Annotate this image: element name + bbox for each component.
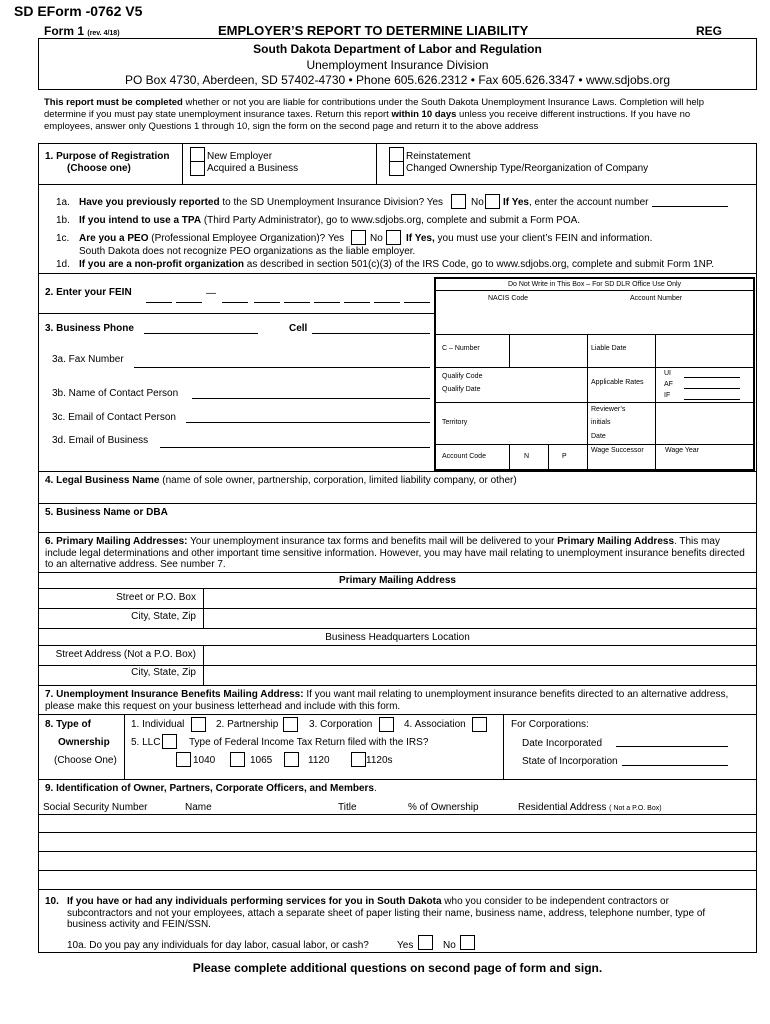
c-number-label: C – Number	[442, 345, 480, 352]
fein-digit-6[interactable]	[314, 291, 340, 303]
fein-digit-3[interactable]	[222, 291, 248, 303]
division-name: Unemployment Insurance Division	[306, 58, 489, 72]
col-address-note: ( Not a P.O. Box)	[609, 805, 662, 812]
q1-sub: (Choose one)	[67, 163, 131, 174]
q7-rest: If you want mail relating to unemployment insurance benefits directed to an alternative address, please make this request on your business letterhead and include with this form.	[45, 689, 729, 712]
contact-email-input[interactable]	[186, 411, 430, 423]
af-label: AF	[664, 381, 673, 388]
q1a-yes-checkbox[interactable]	[451, 194, 466, 209]
qualify-date-label: Qualify Date	[442, 386, 481, 393]
q1c-bold-2: If Yes,	[406, 233, 435, 244]
q6-text	[45, 536, 745, 571]
q1a-no-checkbox[interactable]	[485, 194, 500, 209]
q10-bold: If you have or had any individuals performing services for you in South Dakota	[67, 896, 442, 907]
qualify-code-label: Qualify Code	[442, 373, 483, 380]
q1a-text	[79, 197, 443, 208]
state-incorporation-label: State of Incorporation	[522, 756, 618, 767]
q1b-text	[79, 215, 580, 226]
opt-changed-ownership: Changed Ownership Type/Reorganization of Company	[406, 163, 649, 174]
af-rate-input[interactable]	[684, 380, 740, 389]
q3-label: 3. Business Phone	[45, 323, 134, 334]
tax-return-question: Type of Federal Income Tax Return filed with the IRS?	[189, 737, 429, 748]
for-corporations-label: For Corporations:	[511, 719, 589, 730]
form-1065-checkbox[interactable]	[230, 752, 245, 767]
state-incorporation-input[interactable]	[622, 754, 728, 766]
q1a-ifyes	[503, 197, 648, 208]
cell-label: Cell	[289, 323, 308, 334]
q1b-bold: If you intend to use a TPA	[79, 215, 202, 226]
opt-new-employer: New Employer	[207, 151, 273, 162]
n-label: N	[524, 453, 530, 460]
dept-name: South Dakota Department of Labor and Regulation	[253, 42, 542, 56]
form-rev: (rev. 4/18)	[87, 30, 120, 37]
q9-bold: 9. Identification of Owner, Partners, Corporate Officers, and Members	[45, 783, 374, 794]
intro-bold-2: within 10 days	[391, 109, 457, 120]
q1c-num: 1c.	[56, 233, 70, 244]
business-phone-input[interactable]	[144, 322, 258, 334]
q9-dot: .	[373, 783, 377, 794]
q4-label	[45, 475, 517, 486]
agency-address: PO Box 4730, Aberdeen, SD 57402-4730 • Phone 605.626.2312 • Fax 605.626.3347 • www.sdjobs.org	[125, 73, 670, 87]
intro-text	[44, 97, 734, 133]
legal-name-input[interactable]	[45, 487, 745, 501]
q1-label: 1. Purpose of Registration	[45, 151, 170, 162]
q1c-no-label: No	[370, 233, 383, 244]
q9-label	[45, 783, 377, 794]
fein-digit-1[interactable]	[146, 291, 172, 303]
if-label: IF	[664, 392, 671, 399]
hq-header: Business Headquarters Location	[325, 632, 470, 643]
q10a-yes-label: Yes	[397, 940, 414, 951]
corporation-checkbox[interactable]	[379, 717, 394, 732]
q10a-no-checkbox[interactable]	[460, 935, 475, 950]
if-rate-input[interactable]	[684, 391, 740, 400]
q3c-label: 3c. Email of Contact Person	[52, 412, 176, 423]
changed-ownership-checkbox[interactable]	[389, 161, 404, 176]
eform-id: SD EForm -0762 V5	[14, 3, 143, 19]
q6-rest-2: . This may include legal determinations and other important time sensitive information. However, you may have mail relating to unemployment insurance benefits directed to an alternative address. See number 7.	[45, 536, 745, 570]
form-1120-checkbox[interactable]	[284, 752, 299, 767]
fein-dash: —	[206, 288, 216, 299]
q7-text	[45, 689, 745, 712]
q10a-question: 10a. Do you pay any individuals for day labor, casual labor, or cash?	[67, 940, 369, 951]
liable-date-label: Liable Date	[591, 345, 627, 352]
account-number-label: Account Number	[630, 295, 683, 302]
territory-label: Territory	[442, 419, 468, 426]
acquired-business-checkbox[interactable]	[190, 161, 205, 176]
q1c-bold: Are you a PEO	[79, 233, 149, 244]
q1d-rest: as described in section 501(c)(3) of the IRS Code, go to www.sdjobs.org, complete and submit Form 1NP.	[244, 259, 715, 270]
q1d-num: 1d.	[56, 259, 70, 270]
q1a-bold-2: If Yes	[503, 197, 529, 208]
reviewers-label: Reviewer’s	[591, 406, 626, 413]
footer-note: Please complete additional questions on second page of form and sign.	[192, 961, 603, 975]
owner-row-4[interactable]	[39, 871, 756, 888]
hq-street-input[interactable]	[205, 647, 755, 664]
reinstatement-checkbox[interactable]	[389, 147, 404, 162]
q1d-text	[79, 259, 714, 270]
col-title: Title	[338, 802, 357, 813]
q1c-ifyes	[406, 233, 652, 244]
form-1065-label: 1065	[250, 755, 273, 766]
q1b-rest: (Third Party Administrator), go to www.sdjobs.org, complete and submit a Form POA.	[201, 215, 581, 226]
q6-bold: 6. Primary Mailing Addresses:	[45, 536, 188, 547]
city2-label: City, State, Zip	[131, 667, 196, 678]
q2-label: 2. Enter your FEIN	[45, 287, 132, 298]
individual-checkbox[interactable]	[191, 717, 206, 732]
q1c-text	[79, 233, 344, 244]
q6-bold-2: Primary Mailing Address	[557, 536, 674, 547]
col-ownership: % of Ownership	[408, 802, 479, 813]
city-label: City, State, Zip	[131, 611, 196, 622]
col-ssn: Social Security Number	[43, 802, 148, 813]
q1c-question: (Professional Employee Organization)? Yes	[148, 233, 345, 244]
fein-digit-5[interactable]	[284, 291, 310, 303]
col-address	[518, 802, 662, 813]
form-no: Form 1	[44, 24, 85, 38]
owner-row-2[interactable]	[39, 833, 756, 850]
llc-label: 5. LLC	[131, 737, 161, 748]
account-code-label: Account Code	[442, 453, 486, 460]
q1b-num: 1b.	[56, 215, 70, 226]
q1c-line2: South Dakota does not recognize PEO organizations as the liable employer.	[79, 246, 416, 257]
opt-acquired: Acquired a Business	[207, 163, 299, 174]
q10-text	[67, 896, 727, 931]
association-label: 4. Association	[404, 719, 466, 730]
intro-bold: This report must be completed	[44, 97, 183, 108]
form-1120s-checkbox[interactable]	[351, 752, 366, 767]
date-label: Date	[591, 433, 606, 440]
ui-label: UI	[664, 370, 671, 377]
form-1040-label: 1040	[193, 755, 216, 766]
applicable-rates-label: Applicable Rates	[591, 379, 644, 386]
fein-digit-8[interactable]	[374, 291, 400, 303]
q1a-question: to the SD Unemployment Insurance Division? Yes	[219, 197, 444, 208]
individual-label: 1. Individual	[131, 719, 185, 730]
q8-l3: (Choose One)	[54, 755, 117, 766]
partnership-checkbox[interactable]	[283, 717, 298, 732]
q1d-bold: If you are a non-profit organization	[79, 259, 244, 270]
q1a-num: 1a.	[56, 197, 70, 208]
primary-street-input[interactable]	[205, 590, 755, 607]
business-email-input[interactable]	[160, 436, 430, 448]
date-incorporated-label: Date Incorporated	[522, 738, 603, 749]
q5-label: 5. Business Name or DBA	[45, 507, 168, 518]
q4-bold: 4. Legal Business Name	[45, 475, 160, 486]
form-1120s-label: 1120s	[366, 755, 393, 766]
fein-digit-4[interactable]	[254, 291, 280, 303]
form-1120-label: 1120	[308, 755, 330, 766]
col-name: Name	[185, 802, 212, 813]
q1c-no-checkbox[interactable]	[386, 230, 401, 245]
association-checkbox[interactable]	[472, 717, 487, 732]
q3d-label: 3d. Email of Business	[52, 435, 149, 446]
q1a-bold: Have you previously reported	[79, 197, 220, 208]
q10-num	[45, 896, 59, 907]
p-label: P	[562, 453, 567, 460]
date-incorporated-input[interactable]	[616, 735, 728, 747]
q1c-yes-checkbox[interactable]	[351, 230, 366, 245]
cell-phone-input[interactable]	[312, 322, 430, 334]
q10-rest: who you consider to be independent contractors or subcontractors and not your employees, attach a separate sheet of paper listing their name, business name, address, telephone number, type of business activity and FEIN/SSN.	[67, 896, 706, 930]
hq-city-input[interactable]	[205, 667, 755, 684]
fein-digit-2[interactable]	[176, 291, 202, 303]
nacis-code-label: NACIS Code	[488, 295, 529, 302]
q6-rest: Your unemployment insurance tax forms and benefits mail will be delivered to your	[187, 536, 558, 547]
form-title: EMPLOYER’S REPORT TO DETERMINE LIABILITY	[218, 23, 529, 38]
intro-text-2: unless you receive different instructions. If you have no employees, answer only Questions 1 through 10, sign the form on the second page and return it to the above address	[44, 109, 691, 132]
q8-l1: 8. Type of	[45, 719, 91, 730]
primary-city-input[interactable]	[205, 610, 755, 627]
street-not-po-label: Street Address (Not a P.O. Box)	[55, 649, 196, 660]
form-number	[44, 24, 120, 38]
q3a-label: 3a. Fax Number	[52, 354, 124, 365]
q10a-yes-checkbox[interactable]	[418, 935, 433, 950]
owner-row-1[interactable]	[39, 815, 756, 832]
q1a-no-label: No	[471, 197, 484, 208]
primary-mailing-header: Primary Mailing Address	[339, 575, 456, 586]
q10a-no-label: No	[443, 940, 456, 951]
q3b-label: 3b. Name of Contact Person	[52, 388, 179, 399]
reg-label: REG	[696, 24, 723, 38]
q1c-ifyes-text: you must use your client’s FEIN and information.	[434, 233, 653, 244]
street-po-label: Street or P.O. Box	[116, 592, 196, 603]
new-employer-checkbox[interactable]	[190, 147, 205, 162]
opt-reinstatement: Reinstatement	[406, 151, 471, 162]
dba-input[interactable]	[45, 519, 745, 531]
ui-rate-input[interactable]	[684, 369, 740, 378]
q8-l2: Ownership	[58, 737, 110, 748]
col-address-label: Residential Address	[518, 802, 607, 813]
q1a-ifyes-text: , enter the account number	[528, 197, 649, 208]
form-1040-checkbox[interactable]	[176, 752, 191, 767]
llc-checkbox[interactable]	[162, 734, 177, 749]
account-number-input[interactable]	[652, 195, 728, 207]
wage-successor-label: Wage Successor	[591, 447, 644, 454]
wage-year-label: Wage Year	[665, 447, 699, 454]
fein-digit-7[interactable]	[344, 291, 370, 303]
owner-row-3[interactable]	[39, 852, 756, 869]
q4-rest: (name of sole owner, partnership, corporation, limited liability company, or other)	[159, 475, 517, 486]
q7-bold: 7. Unemployment Insurance Benefits Mailing Address:	[45, 689, 304, 700]
corporation-label: 3. Corporation	[309, 719, 373, 730]
fax-number-input[interactable]	[134, 356, 430, 368]
initials-label: initials	[591, 419, 611, 426]
q10-num-text: 10.	[45, 896, 59, 907]
office-title: Do Not Write in This Box – For SD DLR Office Use Only	[507, 281, 682, 288]
fein-digit-9[interactable]	[404, 291, 430, 303]
intro-text-1: whether or not you are liable for contributions under the South Dakota Unemployment Insurance Laws. Completion will help determine if you must pay state unemployment insurance taxes. Return this report	[44, 97, 705, 120]
partnership-label: 2. Partnership	[216, 719, 279, 730]
contact-name-input[interactable]	[192, 387, 430, 399]
